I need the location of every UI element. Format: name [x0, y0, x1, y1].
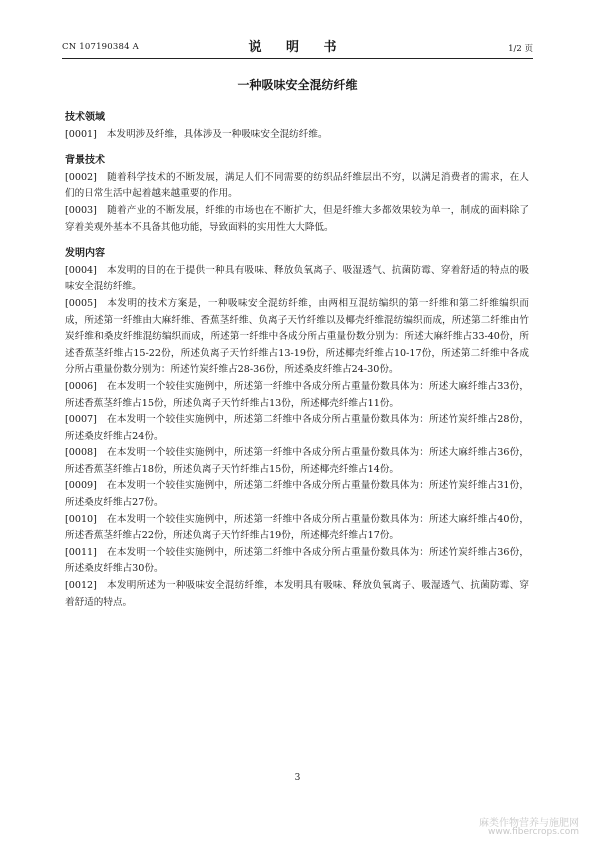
paragraph-number: [0011] [65, 546, 97, 558]
paragraph-text: 随着产业的不断发展，纤维的市场也在不断扩大，但是纤维大多都效果较为单一，制成的面料除了穿着美观外基本不具备其他功能，导致面料的实用性大大降低。 [65, 204, 529, 233]
watermark-site-name: 麻类作物营养与施肥网 [479, 818, 579, 829]
page-number: 3 [294, 773, 301, 783]
description-body [65, 110, 529, 611]
paragraph-number: [0001] [65, 128, 97, 140]
section-heading: 发明内容 [65, 248, 105, 260]
paragraph-text: 本发明涉及纤维，具体涉及一种吸味安全混纺纤维。 [106, 128, 328, 140]
paragraph-text: 在本发明一个较佳实施例中，所述第一纤维中各成分所占重量份数具体为：所述大麻纤维占33份，所述香蕉茎纤维占15份，所述负离子天竹纤维占13份，所述椰壳纤维占11份。 [65, 380, 529, 409]
paragraph [65, 263, 529, 296]
page-header [62, 36, 533, 58]
paragraph-number: [0009] [65, 480, 97, 492]
section-summary [65, 246, 529, 611]
paragraph-text: 在本发明一个较佳实施例中，所述第二纤维中各成分所占重量份数具体为：所述竹炭纤维占31份，所述桑皮纤维占27份。 [65, 480, 529, 509]
section-background [65, 153, 529, 236]
paragraph-number: [0003] [65, 204, 97, 216]
paragraph-text: 在本发明一个较佳实施例中，所述第一纤维中各成分所占重量份数具体为：所述大麻纤维占36份，所述香蕉茎纤维占18份，所述负离子天竹纤维占15份，所述椰壳纤维占14份。 [65, 447, 529, 475]
paragraph [65, 478, 529, 511]
paragraph-text: 在本发明一个较佳实施例中，所述第二纤维中各成分所占重量份数具体为：所述竹炭纤维占36份，所述桑皮纤维占30份。 [65, 546, 529, 575]
paragraph [65, 545, 529, 578]
paragraph [65, 170, 529, 203]
paragraph-number: [0008] [65, 447, 97, 459]
invention-title: 一种吸味安全混纺纤维 [237, 78, 358, 92]
paragraph-number: [0006] [65, 380, 97, 392]
paragraph-text: 在本发明一个较佳实施例中，所述第二纤维中各成分所占重量份数具体为：所述竹炭纤维占28份，所述桑皮纤维占24份。 [65, 414, 529, 442]
patent-code: CN 107190384 A [62, 42, 139, 52]
paragraph [65, 379, 529, 412]
paragraph-number: [0002] [65, 171, 97, 183]
page-indicator: 1/2 页 [508, 44, 533, 54]
paragraph [65, 412, 529, 445]
paragraph-number: [0010] [65, 513, 97, 525]
section-technical-field [65, 110, 529, 143]
section-heading: 背景技术 [65, 155, 105, 167]
paragraph-text: 本发明的目的在于提供一种具有吸味、释放负氧离子、吸湿透气、抗菌防霉、穿着舒适的特点的吸味安全混纺纤维。 [65, 264, 529, 293]
header-divider [62, 58, 533, 59]
paragraph-number: [0012] [65, 580, 97, 592]
watermark-url: www.fibercrops.com [488, 827, 579, 837]
paragraph-text: 本发明的技术方案是，一种吸味安全混纺纤维，由两相互混纺编织的第一纤维和第二纤维编织而成，所述第一纤维由大麻纤维、香蕉茎纤维、负离子天竹纤维以及椰壳纤维混纺编织而成，所述第二纤维由竹炭纤维和桑皮纤维混纺编织而成，所述第一纤维中各成分所占重量份数分别为：所述大麻纤维占33-40份，所述香蕉茎纤维占15-22份，所述负离子天竹纤维占13-19份，所述椰壳纤维占10-17份，所述第二纤维中各成分所占重量份数分别为：所述竹炭纤维占28-36份，所述桑皮纤维占24-30份。 [65, 297, 529, 376]
section-heading: 技术领域 [65, 112, 105, 123]
paragraph-number: [0004] [65, 264, 97, 276]
paragraph [65, 512, 529, 545]
paragraph [65, 203, 529, 236]
paragraph [65, 127, 529, 144]
document-type-title: 说 明 书 [248, 40, 347, 55]
paragraph-text: 在本发明一个较佳实施例中，所述第一纤维中各成分所占重量份数具体为：所述大麻纤维占40份，所述香蕉茎纤维占22份，所述负离子天竹纤维占19份，所述椰壳纤维占17份。 [65, 513, 529, 542]
paragraph-number: [0007] [65, 414, 97, 426]
paragraph-text: 本发明所述为一种吸味安全混纺纤维，本发明具有吸味、释放负氧离子、吸湿透气、抗菌防霉、穿着舒适的特点。 [65, 580, 529, 608]
paragraph-number: [0005] [65, 297, 97, 309]
paragraph [65, 296, 529, 379]
paragraph [65, 578, 529, 611]
paragraph [65, 445, 529, 478]
paragraph-text: 随着科学技术的不断发展，满足人们不同需要的纺织品纤维层出不穷，以满足消费者的需求，在人们的日常生活中起着越来越重要的作用。 [65, 171, 529, 200]
